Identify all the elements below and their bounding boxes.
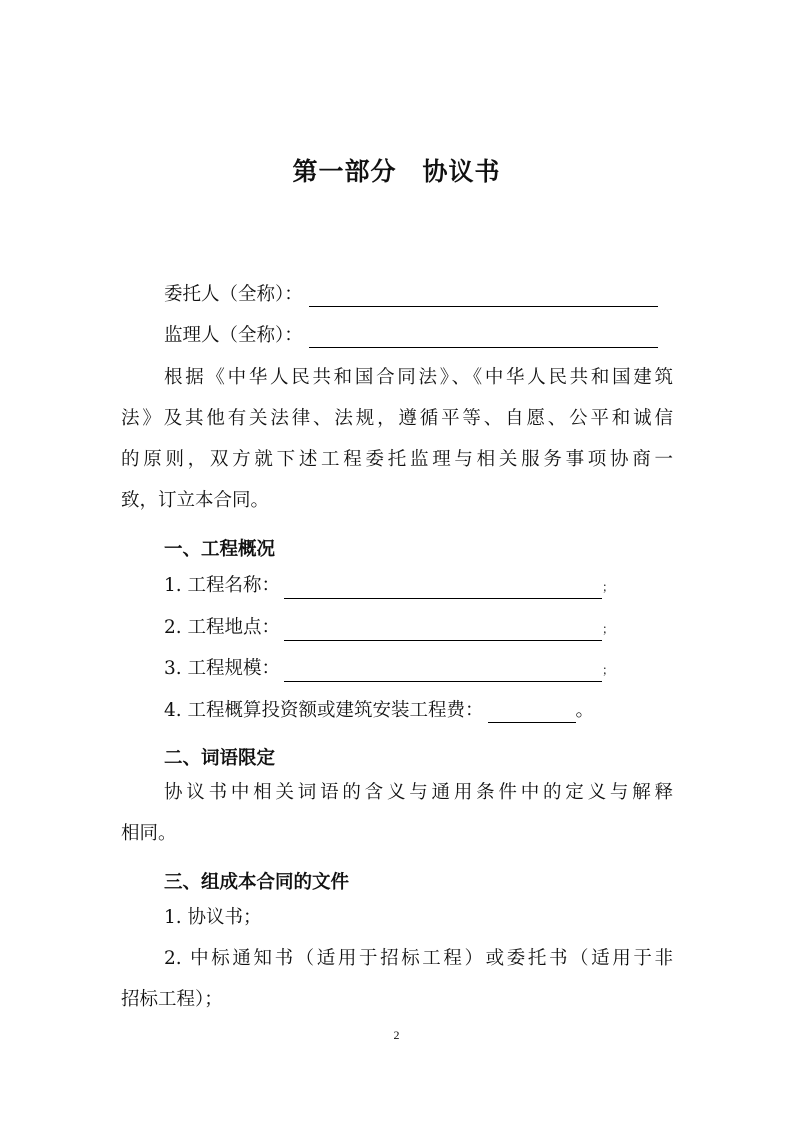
- project-scale-blank[interactable]: [284, 661, 602, 682]
- project-location-end: ；: [602, 622, 615, 636]
- definitions-line-2: 相同。: [121, 823, 177, 844]
- investment-blank[interactable]: [488, 702, 576, 723]
- project-scale-label: 3. 工程规模：: [164, 658, 281, 679]
- intro-line-3: 的原则，双方就下述工程委托监理与相关服务事项协商一: [121, 449, 673, 470]
- project-name-blank[interactable]: [284, 578, 602, 599]
- project-name-line: [164, 574, 614, 599]
- client-label: 委托人（全称）：: [164, 284, 303, 305]
- client-line: [164, 283, 658, 307]
- document-item-2-line-2: 招标工程）；: [121, 989, 223, 1010]
- project-scale-line: [164, 657, 614, 682]
- client-name-blank[interactable]: [309, 286, 658, 307]
- project-name-end: ；: [602, 580, 615, 594]
- intro-line-2: 法》及其他有关法律、法规，遵循平等、自愿、公平和诚信: [121, 408, 673, 429]
- document-item-1: 1. 协议书；: [164, 907, 262, 928]
- supervisor-label: 监理人（全称）：: [164, 325, 303, 346]
- section-2-heading: 二、词语限定: [164, 748, 276, 769]
- project-location-blank[interactable]: [284, 620, 602, 641]
- project-name-label: 1. 工程名称：: [164, 575, 281, 596]
- page-number: 2: [393, 1028, 400, 1042]
- project-scale-end: ；: [602, 663, 615, 677]
- project-location-line: [164, 616, 614, 641]
- section-1-heading: 一、工程概况: [164, 539, 276, 560]
- section-3-heading: 三、组成本合同的文件: [164, 872, 350, 893]
- investment-label: 4. 工程概算投资额或建筑安装工程费：: [164, 700, 484, 721]
- document-item-2-line-1: 2. 中标通知书（适用于招标工程）或委托书（适用于非: [164, 948, 673, 969]
- supervisor-line: [164, 324, 658, 348]
- investment-line: [164, 699, 594, 723]
- investment-end: 。: [575, 700, 595, 721]
- project-location-label: 2. 工程地点：: [164, 617, 281, 638]
- page-title: 第一部分 协议书: [292, 157, 501, 186]
- intro-line-1: 根据《中华人民共和国合同法》、《中华人民共和国建筑: [164, 367, 673, 388]
- intro-line-4: 致，订立本合同。: [121, 490, 270, 511]
- supervisor-name-blank[interactable]: [309, 327, 658, 348]
- definitions-line-1: 协议书中相关词语的含义与通用条件中的定义与解释: [164, 782, 673, 803]
